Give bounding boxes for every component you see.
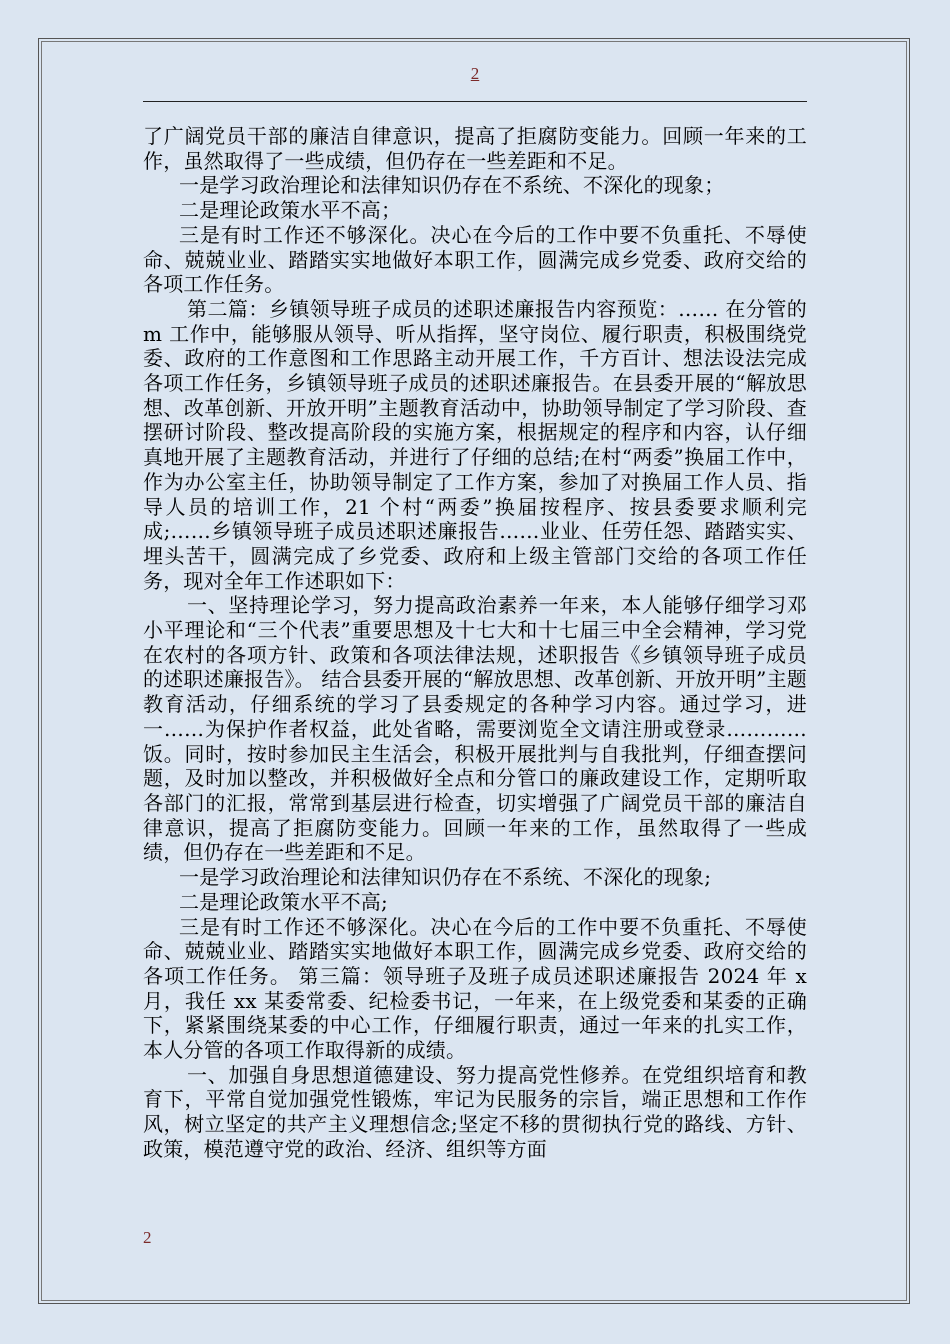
header-page-number: 2 xyxy=(470,64,480,83)
body-paragraph: 一、坚持理论学习，努力提高政治素养一年来，本人能够仔细学习邓小平理论和“三个代表”重要思想及十七大和十七届三中全会精神，学习党在农村的各项方针、政策和各项法律法规，述职报告《乡镇领导班子成员的述职述廉报告》。 结合县委开展的“解放思想、改革创新、开放开明”主题教育活动，仔细系统的学习了县委规定的各种学习内容。通过学习，进一……为保护作者权益，此处省略，需要浏览全文请注册或登录…………饭。同时，按时参加民主生活会，积极开展批判与自我批判，仔细查摆问题，及时加以整改，并积极做好全点和分管口的廉政建设工作，定期听取各部门的汇报，常常到基层进行检查，切实增强了广阔党员干部的廉洁自律意识，提高了拒腐防变能力。回顾一年来的工作，虽然取得了一些成绩，但仍存在一些差距和不足。 xyxy=(143,593,807,865)
header-rule xyxy=(143,101,807,102)
body-paragraph: 了广阔党员干部的廉洁自律意识，提高了拒腐防变能力。回顾一年来的工作，虽然取得了一些成绩，但仍存在一些差距和不足。 xyxy=(143,124,807,173)
body-paragraph: 二是理论政策水平不高； xyxy=(179,198,402,223)
body-paragraph: 二是理论政策水平不高; xyxy=(179,889,388,914)
footer-page-number: 2 xyxy=(143,1228,152,1247)
body-paragraph: 三是有时工作还不够深化。决心在今后的工作中要不负重托、不辱使命、兢兢业业、踏踏实实地做好本职工作，圆满完成乡党委、政府交给的各项工作任务。 xyxy=(143,222,807,297)
body-paragraph: 一是学习政治理论和法律知识仍存在不系统、不深化的现象； xyxy=(179,173,725,198)
document-body xyxy=(143,124,807,1224)
body-paragraph: 一、加强自身思想道德建设、努力提高党性修养。在党组织培育和教育下，平常自觉加强党性锻炼，牢记为民服务的宗旨，端正思想和工作作风，树立坚定的共产主义理想信念;坚定不移的贯彻执行党的路线、方针、政策，模范遵守党的政治、经济、组织等方面 xyxy=(143,1062,807,1161)
body-paragraph: 第二篇：乡镇领导班子成员的述职述廉报告内容预览：…… 在分管的 m 工作中，能够服从领导、听从指挥，坚守岗位、履行职责，积极围绕党委、政府的工作意图和工作思路主动开展工作，千方百计、想法设法完成各项工作任务，乡镇领导班子成员的述职述廉报告。在县委开展的“解放思想、改革创新、开放开明”主题教育活动中，协助领导制定了学习阶段、查摆研讨阶段、整改提高阶段的实施方案，根据规定的程序和内容，认仔细真地开展了主题教育活动，并进行了仔细的总结;在村“两委”换届工作中，作为办公室主任，协助领导制定了工作方案，参加了对换届工作人员、指导人员的培训工作，21 个村“两委”换届按程序、按县委要求顺利完成;……乡镇领导班子成员述职述廉报告……业业、任劳任怨、踏踏实实、埋头苦干，圆满完成了乡党委、政府和上级主管部门交给的各项工作任务，现对全年工作述职如下： xyxy=(143,296,807,593)
body-paragraph: 一是学习政治理论和法律知识仍存在不系统、不深化的现象; xyxy=(179,865,712,890)
body-paragraph: 三是有时工作还不够深化。决心在今后的工作中要不负重托、不辱使命、兢兢业业、踏踏实实地做好本职工作，圆满完成乡党委、政府交给的各项工作任务。 第三篇：领导班子及班子成员述职述廉报告 2024 年 x 月，我任 xx 某委常委、纪检委书记，一年来，在上级党委和某委的正确下，紧紧围绕某委的中心工作，仔细履行职责，通过一年来的扎实工作，本人分管的各项工作取得新的成绩。 xyxy=(143,914,807,1063)
